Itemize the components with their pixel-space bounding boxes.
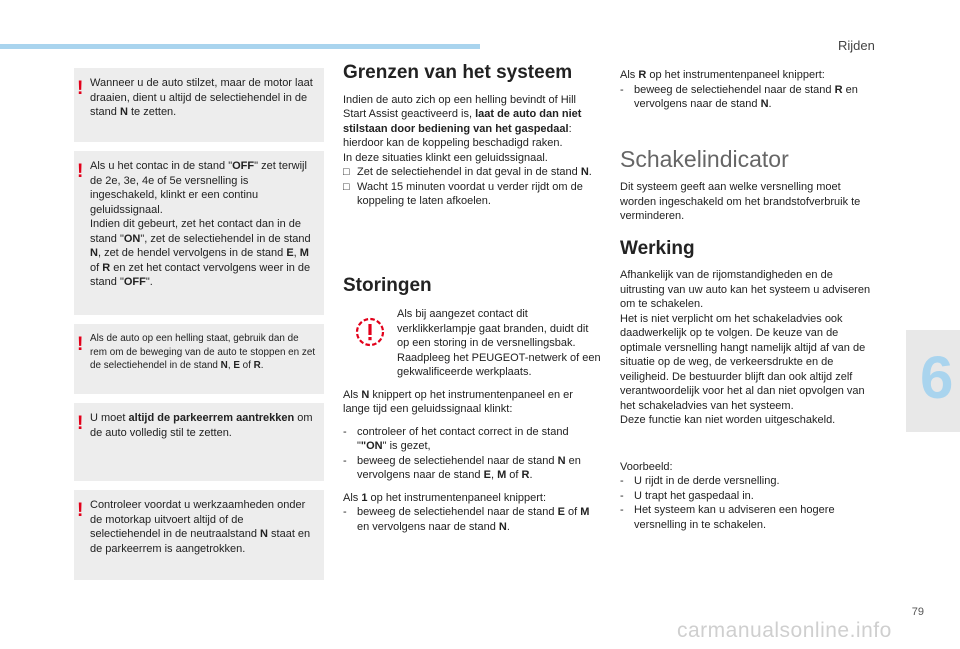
dash-item: - beweeg de selectiehendel naar de stand N en vervolgens naar de stand E, M of R. <box>343 454 581 481</box>
right-column <box>620 68 878 532</box>
warning-text: te zetten. <box>127 106 177 118</box>
grenzen-paragraph-2: In deze situaties klinkt een geluidssignaal. <box>343 151 548 164</box>
warning-box: ! U moet altijd de parkeerrem aantrekken om de auto volledig stil te zetten. <box>74 403 324 481</box>
warning-box <box>74 68 324 142</box>
schakel-paragraph: Dit systeem geeft aan welke versnelling moet worden ingeschakeld om het brandstofverbruik te verminderen. <box>620 181 861 222</box>
warning-icon: ! <box>77 413 84 434</box>
section-label: Rijden <box>838 38 875 53</box>
middle-column <box>343 62 601 534</box>
warning-box: ! Controleer voordat u werkzaamheden onder de motorkap uitvoert altijd of de selectiehendel in de neutraalstand N staat en de parkeerrem is aangetrokken. <box>74 490 324 580</box>
warning-icon: ! <box>77 78 84 99</box>
bullet-item: □ Wacht 15 minuten voordat u verder rijdt om de koppeling te laten afkoelen. <box>343 180 583 207</box>
section-heading-grenzen: Grenzen van het systeem <box>343 62 573 83</box>
storing-warning-row <box>343 307 601 380</box>
dash-item: - Het systeem kan u adviseren een hogere versnelling in te schakelen. <box>620 504 835 531</box>
storing-text: Als bij aangezet contact dit verklikkerlampje gaat branden, duidt dit op een storing in de versnellingsbak. <box>397 308 589 349</box>
watermark: carmanualsonline.info <box>677 619 892 642</box>
dash-item: - controleer of het contact correct in de stand ""ON" is gezet, <box>343 425 569 452</box>
warning-icon: ! <box>77 161 84 182</box>
top-accent-bar <box>0 44 480 49</box>
page-number: 79 <box>911 606 924 618</box>
warning-bold: N <box>119 106 128 118</box>
warning-box <box>74 151 324 315</box>
bullet-icon: □ <box>343 180 350 193</box>
werking-paragraph-2: Het is niet verplicht om het schakeladvies ook daadwerkelijk op te volgen. De keuze van de optimale versnelling hangt namelijk altijd af van de situatie op de weg, de verkeersdrukte en de veiligheid. De bestuurder blijft dan ook altijd zelf verantwoordelijk voor het al dan niet opvolgen van het schakeladvies van het systeem. <box>620 312 866 412</box>
dash-item: - U trapt het gaspedaal in. <box>620 489 754 502</box>
section-heading-werking: Werking <box>620 237 695 259</box>
dash-item: - beweeg de selectiehendel naar de stand E of M en vervolgens naar de stand N. <box>343 506 590 533</box>
warning-icon: ! <box>77 500 84 521</box>
warning-text: Wanneer u de auto stilzet, maar de motor laat draaien, dient u altijd de selectiehendel in de stand <box>90 77 313 118</box>
r-paragraph: Als R op het instrumentenpaneel knippert: <box>620 69 825 81</box>
storing-n-paragraph: Als N knippert op het instrumentenpaneel en er lange tijd een geluidssignaal klinkt: <box>343 388 573 415</box>
werking-paragraph-3: Deze functie kan niet worden uitgeschakeld. <box>620 414 836 426</box>
bullet-icon: □ <box>343 166 350 178</box>
warning-paragraph: Indien dit gebeurt, zet het contact dan in de stand "ON", zet de selectiehendel in de stand N, zet de hendel vervolgens in de stand E, M of R en zet het contact vervolgens weer in de stand "OFF". <box>90 218 311 288</box>
chapter-number: 6 <box>920 344 954 411</box>
warning-box: ! Als de auto op een helling staat, gebruik dan de rem om de beweging van de auto te stoppen en zet de selectiehendel in de stand N, E of R. <box>74 324 324 394</box>
chapter-tab <box>906 330 960 432</box>
section-heading-storingen: Storingen <box>343 274 432 296</box>
warning-icon: ! <box>77 334 84 355</box>
warnings-column <box>74 68 324 589</box>
storing-text-2: Raadpleeg het PEUGEOT-netwerk of een gekwalificeerde werkplaats. <box>397 351 601 378</box>
werking-paragraph: Afhankelijk van de rijomstandigheden en de uitrusting van uw auto kan het systeem u adviseren om te schakelen. <box>620 269 871 310</box>
bullet-item: □ Zet de selectiehendel in dat geval in de stand N. <box>343 166 592 178</box>
voorbeeld-label: Voorbeeld: <box>620 460 673 473</box>
storing-1-paragraph: Als 1 op het instrumentenpaneel knippert: <box>343 491 547 504</box>
warning-paragraph: Als u het contac in de stand "OFF" zet terwijl de 2e, 3e, 4e of 5e versnelling is ingeschakeld, klinkt er een continu geluidssignaal. <box>90 160 307 216</box>
dash-item: - U rijdt in de derde versnelling. <box>620 475 780 487</box>
grenzen-paragraph: Indien de auto zich op een helling bevindt of Hill Start Assist geactiveerd is, laat de auto dan niet stilstaan door bediening van het gaspedaal: hierdoor kan de koppeling beschadigd raken. <box>343 93 582 149</box>
section-heading-schakelindicator: Schakelindicator <box>620 145 789 172</box>
dash-item: - beweeg de selectiehendel naar de stand R en vervolgens naar de stand N. <box>620 83 858 110</box>
gearbox-warning-icon <box>343 307 397 380</box>
